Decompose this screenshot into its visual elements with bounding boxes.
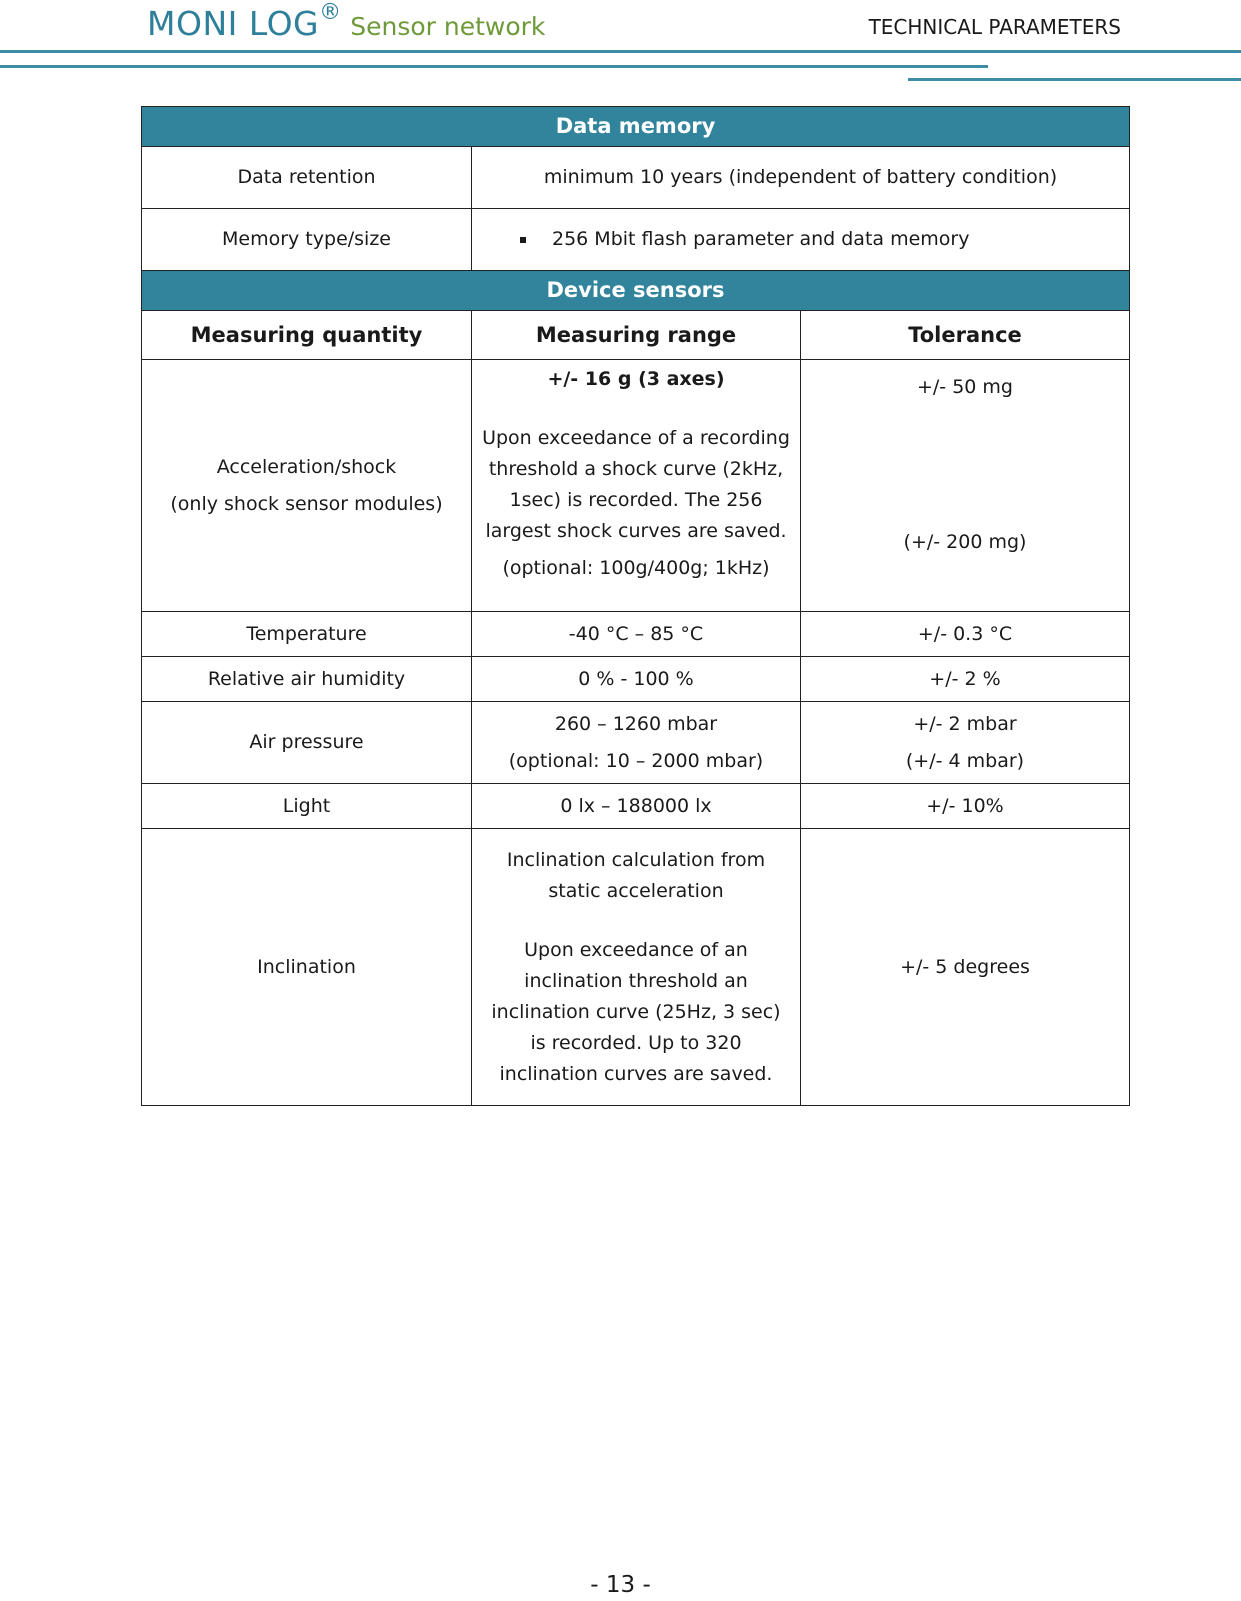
section-title: TECHNICAL PARAMETERS [868, 15, 1121, 39]
pressure-range-cell [472, 702, 801, 784]
brand-logo [147, 0, 545, 43]
pressure-quantity: Air pressure [142, 702, 472, 784]
pressure-tolerance: +/- 2 mbar [913, 712, 1017, 735]
device-sensors-heading: Device sensors [142, 271, 1130, 311]
pressure-range: 260 – 1260 mbar [554, 712, 718, 735]
brand-subtitle: Sensor network [350, 12, 546, 41]
acceleration-range-heading: +/- 16 g (3 axes) [547, 368, 725, 390]
header-rule [908, 78, 1241, 81]
inclination-range-text: Upon exceedance of an inclination threshold an inclination curve (25Hz, 3 sec) is recorded. Up to 320 inclination curves are saved. [491, 938, 781, 1085]
acceleration-range-text: Upon exceedance of a recording threshold a shock curve (2kHz, 1sec) is recorded. The 256 largest shock curves are saved. [482, 427, 790, 542]
table-row [142, 360, 1130, 612]
data-retention-label: Data retention [142, 147, 472, 209]
acceleration-quantity-cell [142, 360, 472, 612]
light-tolerance: +/- 10% [801, 784, 1130, 829]
table-row [142, 657, 1130, 702]
device-sensors-heading-row [142, 271, 1130, 311]
light-range: 0 lx – 188000 lx [472, 784, 801, 829]
pressure-tolerance-cell [801, 702, 1130, 784]
memory-type-text: 256 Mbit flash parameter and data memory [552, 228, 970, 250]
acceleration-quantity-note: (only shock sensor modules) [170, 492, 443, 515]
pressure-range-optional: (optional: 10 – 2000 mbar) [508, 749, 764, 772]
acceleration-tolerance-optional: (+/- 200 mg) [903, 531, 1027, 553]
acceleration-quantity: Acceleration/shock [216, 455, 397, 478]
data-retention-value: minimum 10 years (independent of battery condition) [472, 147, 1130, 209]
acceleration-tolerance-cell [801, 360, 1130, 612]
header-rule [0, 50, 1241, 53]
temperature-range: -40 °C – 85 °C [472, 612, 801, 657]
memory-type-label: Memory type/size [142, 209, 472, 271]
temperature-quantity: Temperature [142, 612, 472, 657]
table-row [142, 612, 1130, 657]
table-row [142, 784, 1130, 829]
inclination-quantity: Inclination [142, 829, 472, 1106]
table-row [142, 147, 1130, 209]
brand-name: MONI LOG [147, 4, 320, 43]
humidity-range: 0 % - 100 % [472, 657, 801, 702]
data-memory-heading-row [142, 107, 1130, 147]
technical-parameters-table [141, 106, 1130, 1106]
data-memory-heading: Data memory [142, 107, 1130, 147]
humidity-tolerance: +/- 2 % [801, 657, 1130, 702]
acceleration-range-optional: (optional: 100g/400g; 1kHz) [502, 557, 770, 579]
inclination-range-method: Inclination calculation from static acceleration [506, 848, 766, 902]
table-row [142, 209, 1130, 271]
page-number: - 13 - [590, 1572, 651, 1598]
column-header-row [142, 311, 1130, 360]
table-row [142, 702, 1130, 784]
header-rule [0, 65, 988, 68]
inclination-range-cell [472, 829, 801, 1106]
inclination-tolerance: +/- 5 degrees [801, 829, 1130, 1106]
temperature-tolerance: +/- 0.3 °C [801, 612, 1130, 657]
registered-mark: ® [319, 0, 342, 25]
column-header-tolerance: Tolerance [801, 311, 1130, 360]
bullet-icon [520, 237, 526, 243]
humidity-quantity: Relative air humidity [142, 657, 472, 702]
column-header-range: Measuring range [472, 311, 801, 360]
acceleration-tolerance: +/- 50 mg [916, 376, 1013, 398]
memory-type-value [472, 209, 1130, 271]
pressure-tolerance-optional: (+/- 4 mbar) [905, 749, 1025, 772]
acceleration-range-cell [472, 360, 801, 612]
table-row [142, 829, 1130, 1106]
light-quantity: Light [142, 784, 472, 829]
column-header-quantity: Measuring quantity [142, 311, 472, 360]
